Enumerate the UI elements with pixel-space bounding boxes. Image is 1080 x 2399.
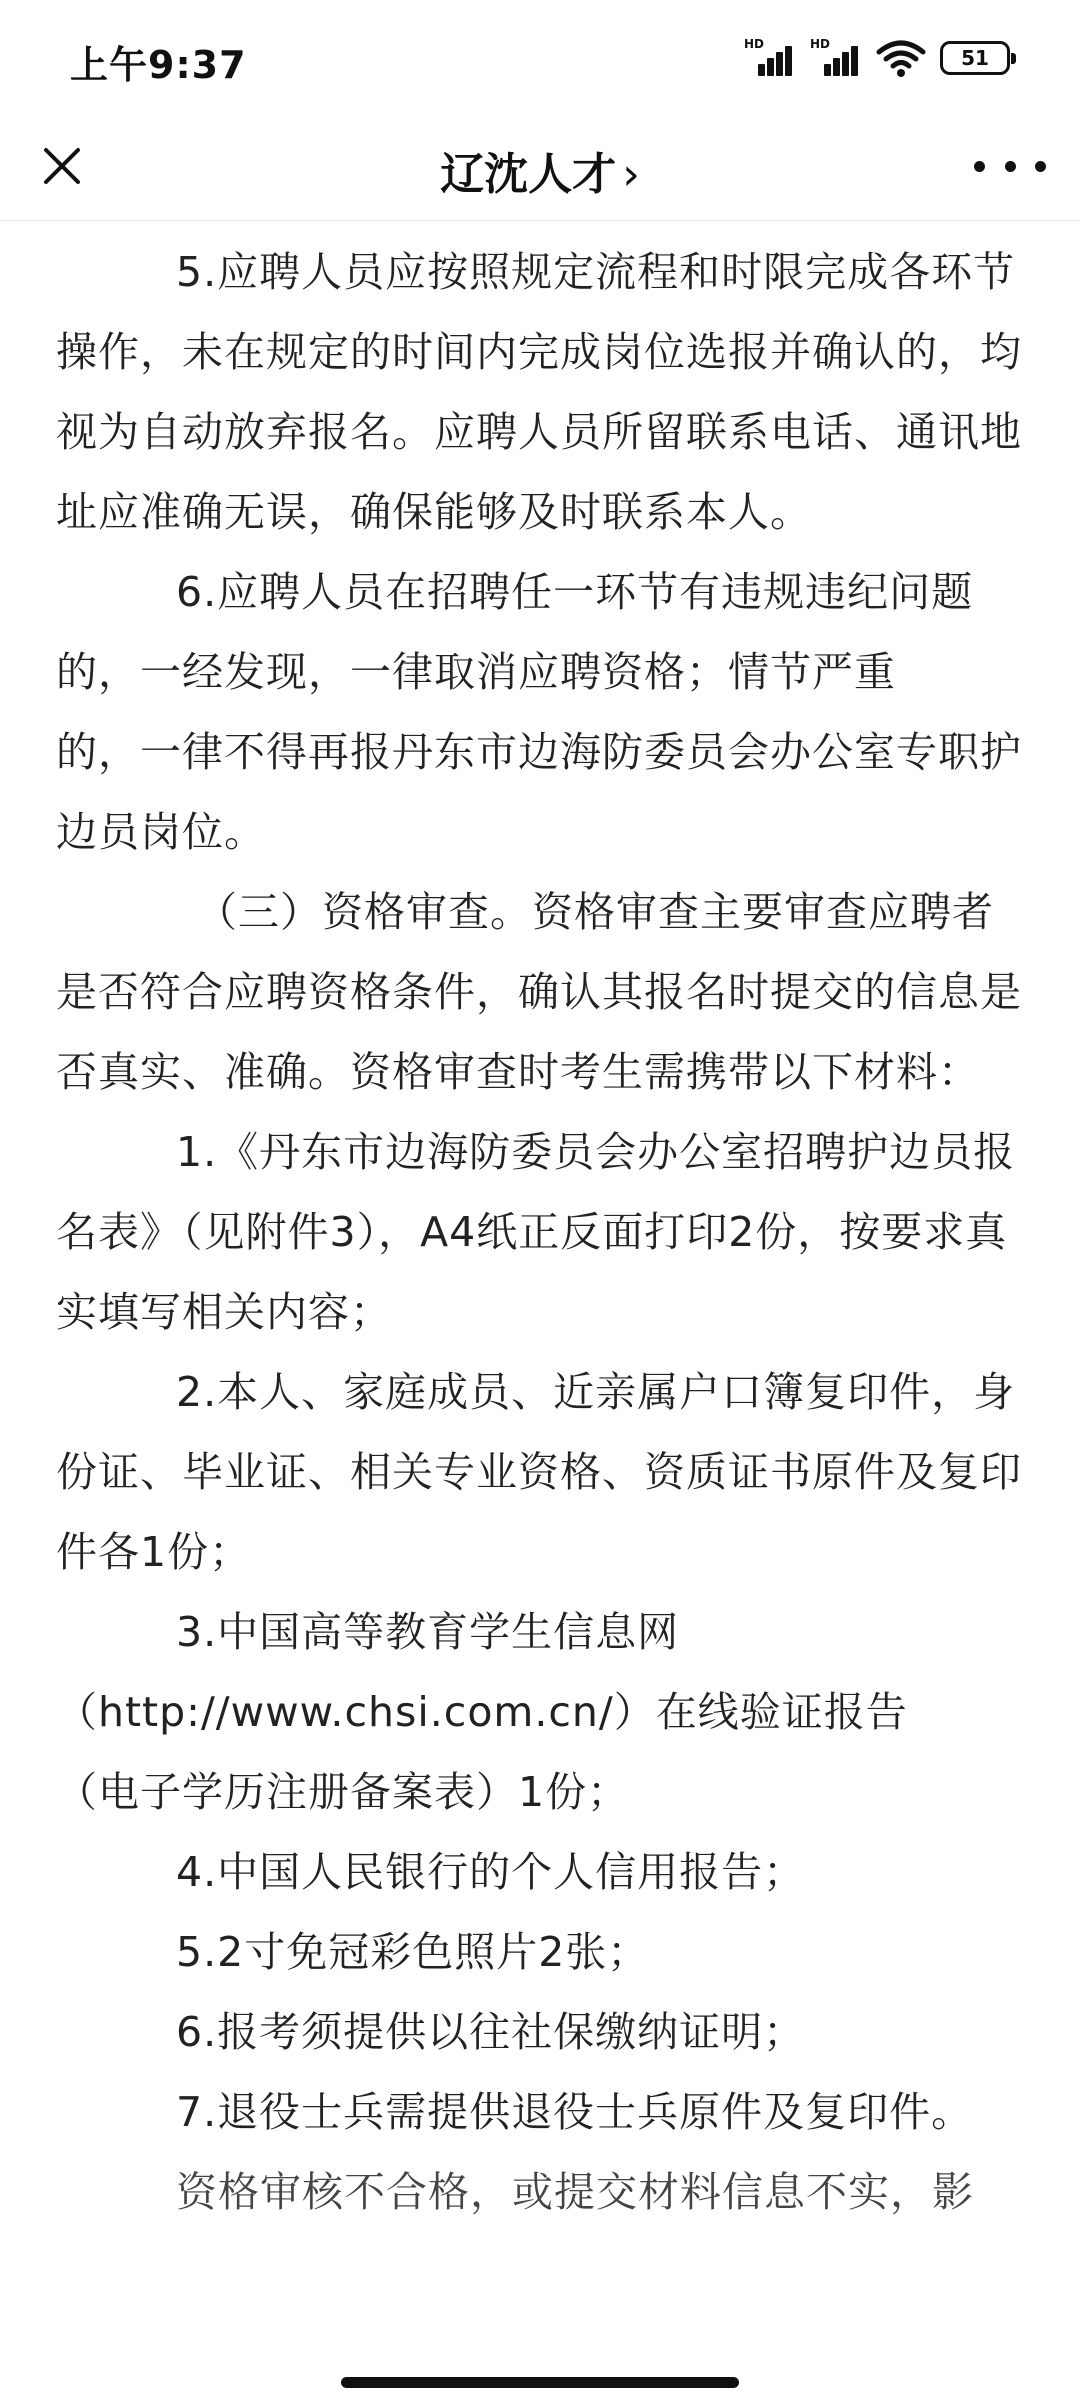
nav-bar — [0, 112, 1080, 221]
paragraph-10: 7.退役士兵需提供退役士兵原件及复印件。 — [176, 2088, 974, 2136]
paragraph-4: 1.《丹东市边海防委员会办公室招聘护边员报名表》（见附件3），A4纸正反面打印2份，按要求真实填写相关内容； — [56, 1128, 1016, 1336]
more-icon-dot — [1035, 161, 1046, 172]
cellular-signal-icon-2 — [810, 38, 862, 78]
paragraph-2-line-1: 6.应聘人员在招聘任一环节有违规违纪问题的，一经发现，一律取消应聘资格；情节严重 — [56, 568, 974, 696]
account-title-link[interactable] — [0, 138, 1080, 202]
chevron-right-icon: › — [622, 149, 640, 200]
status-time: 上午9:37 — [70, 43, 247, 87]
paragraph-6-line-2[interactable]: （http://www.chsi.com.cn/）在线验证报告 — [56, 1688, 908, 1736]
paragraph-1: 5.应聘人员应按照规定流程和时限完成各环节操作，未在规定的时间内完成岗位选报并确认的，均视为自动放弃报名。应聘人员所留联系电话、通讯地址应准确无误，确保能够及时联系本人。 — [56, 248, 1022, 536]
status-bar — [0, 0, 1080, 112]
paragraph-8: 5.2寸免冠彩色照片2张； — [176, 1928, 650, 1976]
paragraph-11: 资格审核不合格，或提交材料信息不实，影 — [176, 2168, 974, 2216]
paragraph-6-line-3: （电子学历注册备案表）1份； — [56, 1768, 630, 1816]
more-button[interactable] — [974, 134, 1046, 198]
cellular-signal-icon — [744, 38, 796, 78]
signal-hd-label-2: HD — [810, 37, 831, 51]
paragraph-2 — [56, 552, 1026, 872]
paragraph-9: 6.报考须提供以往社保缴纳证明； — [176, 2008, 806, 2056]
paragraph-7: 4.中国人民银行的个人信用报告； — [176, 1848, 806, 1896]
paragraph-6 — [56, 1592, 1026, 1832]
wifi-icon — [876, 38, 926, 78]
home-indicator[interactable] — [341, 2377, 739, 2388]
battery-icon — [940, 41, 1010, 75]
more-icon-dot — [974, 161, 985, 172]
paragraph-6-line-1: 3.中国高等教育学生信息网 — [176, 1608, 680, 1656]
paragraph-5: 2.本人、家庭成员、近亲属户口簿复印件，身份证、毕业证、相关专业资格、资质证书原件及复印件各1份； — [56, 1368, 1022, 1576]
article-body — [56, 232, 1026, 2362]
battery-level: 51 — [961, 46, 989, 70]
paragraph-3: （三）资格审查。资格审查主要审查应聘者是否符合应聘资格条件，确认其报名时提交的信息是否真实、准确。资格审查时考生需携带以下材料： — [56, 888, 1022, 1096]
status-icons — [744, 36, 1010, 80]
signal-hd-label: HD — [744, 37, 765, 51]
paragraph-2-line-2: 的，一律不得再报丹东市边海防委员会办公室专职护边员岗位。 — [56, 728, 1022, 856]
more-icon-dot — [1005, 161, 1016, 172]
page-title: 辽沈人才 — [440, 149, 617, 200]
